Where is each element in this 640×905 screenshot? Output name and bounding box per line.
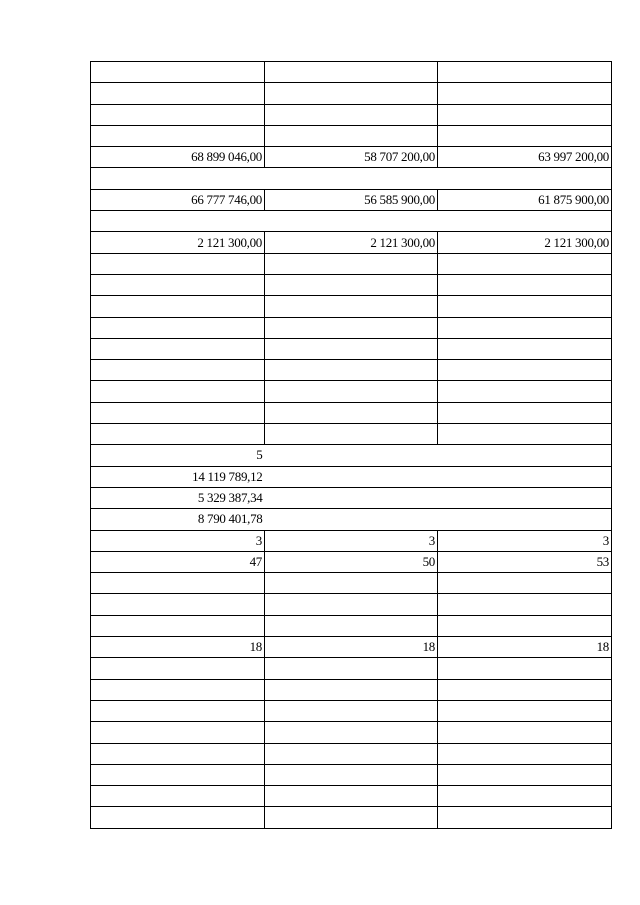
table-cell: 53 [438, 551, 612, 572]
table-cell [265, 743, 438, 764]
table-cell: 50 [265, 551, 438, 572]
table-cell: 47 [91, 551, 265, 572]
table-row [91, 487, 612, 508]
table-cell [91, 807, 265, 828]
table-cell [438, 807, 612, 828]
table-cell [91, 573, 265, 594]
table-cell: 3 [438, 530, 612, 551]
table-cell [438, 509, 612, 530]
table-cell [265, 296, 438, 317]
table-row [91, 381, 612, 402]
table-row [91, 338, 612, 359]
table-cell [91, 424, 265, 445]
table-cell [438, 381, 612, 402]
table-cell [91, 594, 265, 615]
table-cell [91, 786, 265, 807]
table-cell [265, 125, 438, 146]
table-row [91, 466, 612, 487]
table-cell [438, 104, 612, 125]
table-cell [265, 764, 438, 785]
table-row [91, 274, 612, 295]
table-cell [91, 360, 265, 381]
table-cell [265, 424, 438, 445]
table-cell [438, 743, 612, 764]
table-row [91, 296, 612, 317]
table-cell: 2 121 300,00 [91, 232, 265, 253]
table-cell: 58 707 200,00 [265, 147, 438, 168]
table-cell [438, 253, 612, 274]
table-cell: 56 585 900,00 [265, 189, 438, 210]
table-cell [91, 125, 265, 146]
table-cell [438, 296, 612, 317]
table-cell [265, 168, 438, 189]
table-cell [91, 62, 265, 83]
table-row [91, 679, 612, 700]
table-cell [438, 338, 612, 359]
table-cell [91, 104, 265, 125]
table-cell [91, 317, 265, 338]
table-cell [438, 573, 612, 594]
table-row [91, 104, 612, 125]
table-cell [265, 700, 438, 721]
table-cell [91, 743, 265, 764]
table-cell [438, 168, 612, 189]
table-row [91, 807, 612, 828]
table-row [91, 83, 612, 104]
table-cell [438, 424, 612, 445]
table-cell [265, 338, 438, 359]
table-cell [438, 615, 612, 636]
table-cell [265, 573, 438, 594]
table-row [91, 786, 612, 807]
table-row [91, 594, 612, 615]
table-cell: 2 121 300,00 [438, 232, 612, 253]
table-cell [265, 722, 438, 743]
table-cell [438, 658, 612, 679]
data-table [90, 61, 612, 829]
table-row [91, 764, 612, 785]
table-cell [265, 487, 438, 508]
table-row [91, 573, 612, 594]
table-cell [91, 722, 265, 743]
table-cell [265, 360, 438, 381]
table-cell: 63 997 200,00 [438, 147, 612, 168]
table-row [91, 700, 612, 721]
table-cell [265, 317, 438, 338]
table-cell [438, 274, 612, 295]
table-cell [438, 679, 612, 700]
table-cell [265, 466, 438, 487]
table-row [91, 445, 612, 466]
table-row [91, 189, 612, 210]
table-cell [438, 211, 612, 232]
table-cell: 8 790 401,78 [91, 509, 265, 530]
table-row [91, 211, 612, 232]
table-row [91, 658, 612, 679]
table-cell [91, 764, 265, 785]
table-cell [91, 679, 265, 700]
table-cell [91, 274, 265, 295]
table-cell [438, 466, 612, 487]
table-cell [438, 594, 612, 615]
table-cell [438, 700, 612, 721]
table-row [91, 743, 612, 764]
table-cell [91, 402, 265, 423]
table-cell [265, 83, 438, 104]
table-cell [438, 487, 612, 508]
table-cell [265, 62, 438, 83]
table-row [91, 62, 612, 83]
table-row [91, 125, 612, 146]
table-row [91, 509, 612, 530]
table-row [91, 722, 612, 743]
table-cell: 2 121 300,00 [265, 232, 438, 253]
table-cell: 3 [265, 530, 438, 551]
table-cell [91, 211, 265, 232]
table-row [91, 637, 612, 658]
table-row [91, 402, 612, 423]
table-cell [265, 402, 438, 423]
table-cell [91, 296, 265, 317]
table-cell [438, 764, 612, 785]
table-cell: 66 777 746,00 [91, 189, 265, 210]
table-row [91, 168, 612, 189]
table-row [91, 551, 612, 572]
table-cell [438, 360, 612, 381]
table-cell [265, 658, 438, 679]
table-body [91, 62, 612, 829]
table-cell [265, 381, 438, 402]
table-row [91, 232, 612, 253]
table-row [91, 317, 612, 338]
table-cell [91, 615, 265, 636]
table-cell [265, 509, 438, 530]
table-cell: 61 875 900,00 [438, 189, 612, 210]
table-cell [265, 104, 438, 125]
table-cell: 5 329 387,34 [91, 487, 265, 508]
table-cell [265, 807, 438, 828]
table-cell [438, 317, 612, 338]
table-cell [265, 786, 438, 807]
table-cell: 68 899 046,00 [91, 147, 265, 168]
table-cell [438, 83, 612, 104]
table-cell [265, 615, 438, 636]
table-cell [91, 253, 265, 274]
table-cell [265, 211, 438, 232]
table-cell: 5 [91, 445, 265, 466]
table-cell [265, 594, 438, 615]
table-cell [265, 445, 438, 466]
table-cell: 18 [438, 637, 612, 658]
table-cell: 3 [91, 530, 265, 551]
table-cell [438, 445, 612, 466]
table-cell [438, 62, 612, 83]
table-row [91, 424, 612, 445]
table-cell [265, 274, 438, 295]
table-cell [265, 253, 438, 274]
table-cell [91, 658, 265, 679]
table-row [91, 530, 612, 551]
table-cell [91, 338, 265, 359]
table-row [91, 360, 612, 381]
table-cell: 18 [91, 637, 265, 658]
table-cell [438, 402, 612, 423]
table-cell [438, 722, 612, 743]
table-row [91, 253, 612, 274]
table-row [91, 147, 612, 168]
table-cell [91, 700, 265, 721]
table-row [91, 615, 612, 636]
table-cell [91, 381, 265, 402]
table-cell [91, 83, 265, 104]
table-cell: 14 119 789,12 [91, 466, 265, 487]
table-cell [438, 125, 612, 146]
table-cell: 18 [265, 637, 438, 658]
table-cell [265, 679, 438, 700]
table-cell [91, 168, 265, 189]
table-cell [438, 786, 612, 807]
